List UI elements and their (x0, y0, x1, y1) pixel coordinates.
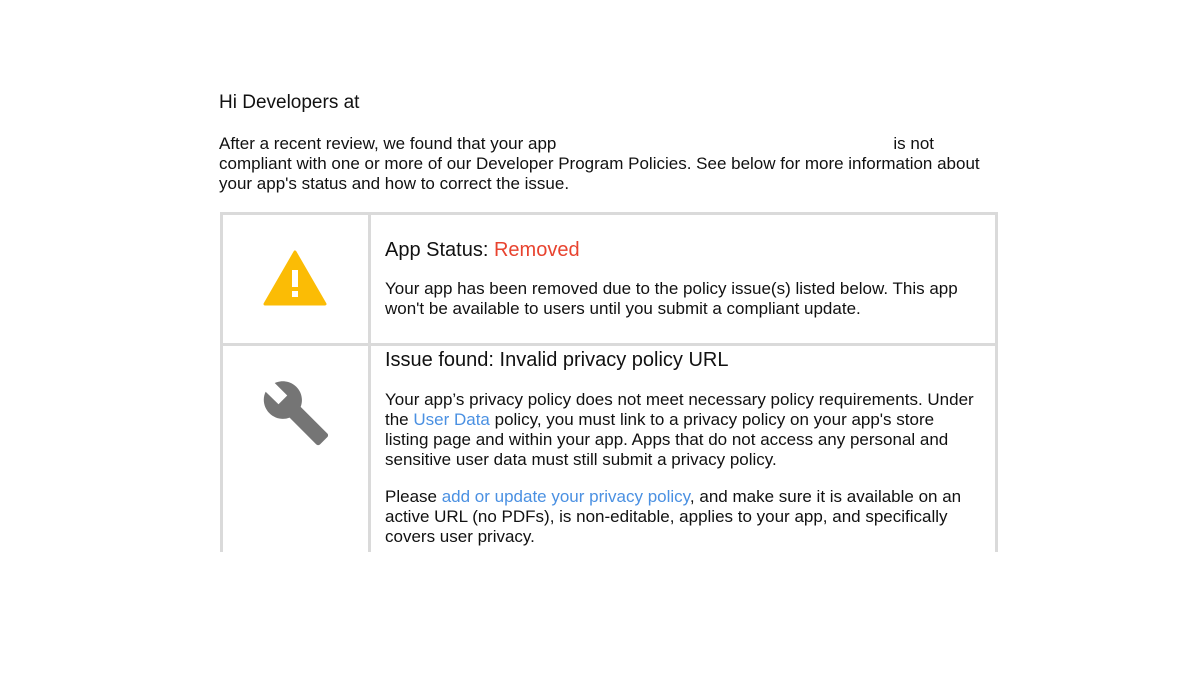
update-privacy-policy-link[interactable]: add or update your privacy policy (441, 487, 690, 506)
issue-p1-text-b: policy, you must link to a privacy policy on your app's store listing page and within your app. Apps that do not access any personal and sensitive user data must still submit a privacy policy. (385, 410, 949, 469)
issue-content-cell (371, 346, 995, 552)
email-body (219, 91, 999, 194)
intro-text-part2: is not compliant with one or more of our Developer Program Policies. See below for more information about your app's status and how to correct the issue. (219, 134, 980, 193)
issue-row (223, 346, 995, 552)
app-status-label: App Status: (385, 239, 494, 261)
issue-icon-cell (223, 346, 371, 552)
intro-paragraph (219, 134, 999, 194)
status-content-cell (371, 215, 995, 343)
issue-p1-text-a: Your app’s privacy policy does not meet necessary policy requirements. Under the (385, 390, 974, 429)
user-data-link[interactable]: User Data (413, 410, 490, 429)
status-badge: Removed (493, 239, 580, 261)
issue-p2-text-a: Please (385, 487, 442, 506)
status-icon-cell (223, 215, 371, 343)
status-description: Your app has been removed due to the policy issue(s) listed below. This app won't be available to users until you submit a compliant update. (385, 279, 958, 318)
warning-icon (263, 250, 327, 306)
intro-text-part1: After a recent review, we found that your app (219, 134, 557, 153)
app-status-heading (385, 238, 981, 262)
greeting-text: Hi Developers at (219, 92, 360, 113)
issue-heading: Issue found: Invalid privacy policy URL (385, 349, 729, 371)
issue-paragraph-2 (385, 487, 981, 547)
wrench-icon (261, 378, 331, 448)
policy-status-table (220, 212, 998, 552)
issue-p2-text-b: , and make sure it is available on an active URL (no PDFs), is non-editable, applies to your app, and specifically covers user privacy. (385, 487, 962, 546)
issue-paragraph-1 (385, 390, 981, 470)
app-status-row (223, 215, 995, 346)
